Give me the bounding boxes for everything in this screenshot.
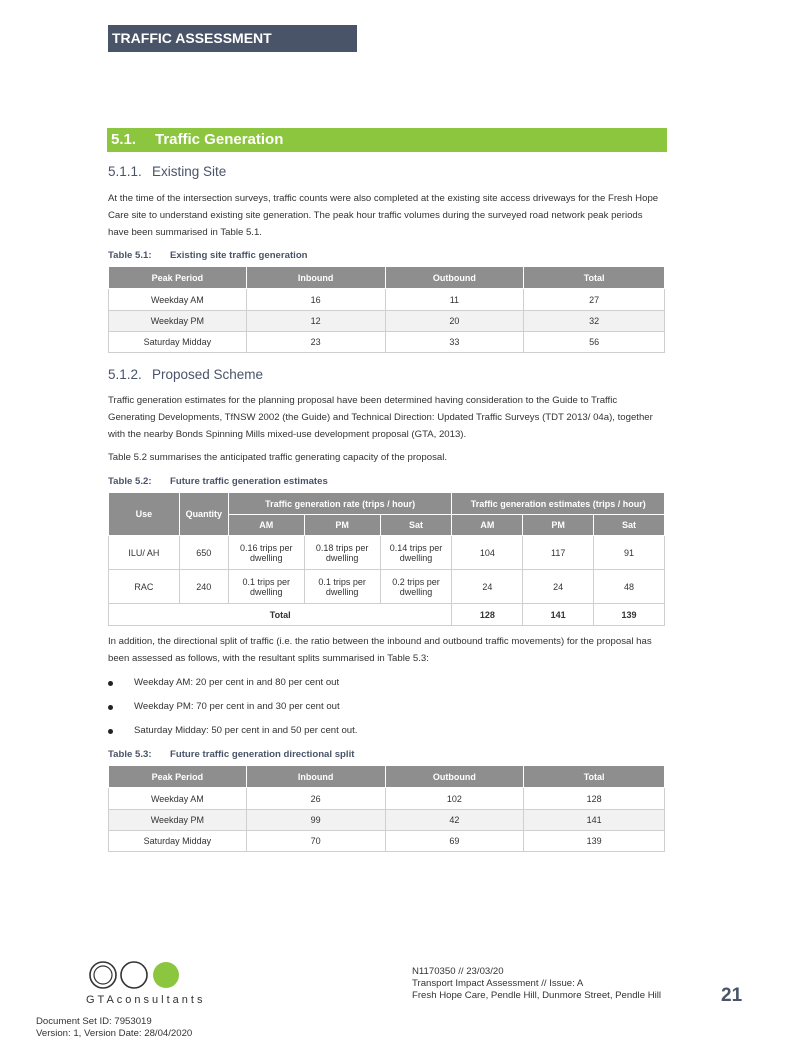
table-cell: Weekday AM [109, 289, 247, 311]
split-bullet-list [108, 674, 357, 746]
list-item [108, 698, 357, 722]
table-header-cell: Traffic generation rate (trips / hour) [228, 493, 452, 515]
table-header-cell: Total [524, 766, 665, 788]
table-cell: 42 [385, 810, 524, 831]
table-header-cell: Peak Period [109, 766, 247, 788]
table1-title: Existing site traffic generation [170, 250, 308, 261]
table-header-cell: Use [109, 493, 180, 536]
table3-title: Future traffic generation directional split [170, 749, 355, 760]
split-paragraph: In addition, the directional split of traffic (i.e. the ratio between the inbound and outbound traffic movements) for the proposal has been assessed as follows, with the resultant splits summarised in Table 5.3: [108, 636, 652, 664]
table-header-row [109, 493, 665, 515]
footer-reference [412, 966, 661, 1002]
table-cell: 104 [452, 536, 523, 570]
table2-title: Future traffic generation estimates [170, 476, 328, 487]
list-item-text: Weekday PM: 70 per cent in and 30 per cent out [134, 701, 340, 712]
table-header-cell: PM [523, 515, 594, 536]
document-header [108, 25, 357, 52]
table-cell: 0.1 trips per dwelling [228, 570, 304, 604]
table-cell: 240 [179, 570, 228, 604]
table-cell: Saturday Midday [109, 831, 247, 852]
table-header-cell: Traffic generation estimates (trips / hour) [452, 493, 665, 515]
table-cell: 32 [524, 311, 665, 332]
directional-split-table [108, 765, 665, 852]
section-title: Traffic Generation [155, 131, 284, 148]
table-cell: 16 [246, 289, 385, 311]
table-header-cell: Inbound [246, 267, 385, 289]
table-cell: 141 [523, 604, 594, 626]
footer-ref-line: Transport Impact Assessment // Issue: A [412, 978, 584, 989]
subsection-heading-proposed [108, 367, 263, 382]
table-row [109, 788, 665, 810]
proposed-paragraph-1: Traffic generation estimates for the planning proposal have been determined having consideration to the Guide to Traffic Generating Developments, TfNSW 2002 (the Guide) and Technical Direction: Updated Traffic Surveys (TDT 2013/ 04a), together with the nearby Bonds Spinning Mills mixed-use development proposal (GTA, 2013). [108, 395, 653, 440]
logo-text: GTAconsultants [86, 994, 206, 1006]
table-cell: 139 [524, 831, 665, 852]
table-row [109, 332, 665, 353]
gta-logo-mark [86, 959, 186, 991]
table-cell: ILU/ AH [109, 536, 180, 570]
future-generation-table [108, 492, 665, 626]
table-cell: 128 [452, 604, 523, 626]
gta-logo [86, 959, 206, 1009]
table1-caption [108, 250, 308, 261]
table-header-row [109, 766, 665, 788]
footer-ref-line: Fresh Hope Care, Pendle Hill, Dunmore Street, Pendle Hill [412, 990, 662, 1001]
table-cell: 0.16 trips per dwelling [228, 536, 304, 570]
table-row [109, 536, 665, 570]
table-header-cell: Outbound [385, 766, 524, 788]
table-row [109, 570, 665, 604]
document-version: Version: 1, Version Date: 28/04/2020 [36, 1028, 193, 1039]
table-header-row [109, 267, 665, 289]
table-header-cell: Peak Period [109, 267, 247, 289]
table-cell: 48 [594, 570, 665, 604]
table-cell: 70 [246, 831, 385, 852]
table-cell: 0.18 trips per dwelling [304, 536, 380, 570]
table-cell: Weekday PM [109, 810, 247, 831]
table-cell: 24 [523, 570, 594, 604]
list-item [108, 674, 357, 698]
table-cell: 27 [524, 289, 665, 311]
table-header-cell: AM [452, 515, 523, 536]
table-header-cell: AM [228, 515, 304, 536]
footer-ref-line: N1170350 // 23/03/20 [412, 966, 504, 977]
proposed-paragraph-2: Table 5.2 summarises the anticipated traffic generating capacity of the proposal. [108, 452, 447, 463]
table-cell: 23 [246, 332, 385, 353]
table-header-cell: Total [524, 267, 665, 289]
table-cell: 33 [385, 332, 524, 353]
table-header-cell: Sat [594, 515, 665, 536]
table-header-cell: Inbound [246, 766, 385, 788]
table-cell: RAC [109, 570, 180, 604]
table-cell: 91 [594, 536, 665, 570]
bullet-icon [108, 681, 113, 686]
table3-number: Table 5.3: [108, 749, 152, 760]
table-cell: 20 [385, 311, 524, 332]
table-header-cell: Sat [380, 515, 452, 536]
table-cell: 102 [385, 788, 524, 810]
subsection-number: 5.1.1. [108, 164, 142, 179]
list-item [108, 722, 357, 746]
list-item-text: Weekday AM: 20 per cent in and 80 per cent out [134, 677, 340, 688]
table-cell: Weekday AM [109, 788, 247, 810]
subsection-title: Proposed Scheme [152, 367, 264, 382]
document-set-info [36, 1016, 192, 1040]
table3-caption [108, 749, 354, 760]
table-cell: 141 [524, 810, 665, 831]
table-cell: 24 [452, 570, 523, 604]
table1-number: Table 5.1: [108, 250, 152, 261]
subsection-number: 5.1.2. [108, 367, 142, 382]
table-cell: 12 [246, 311, 385, 332]
table2-number: Table 5.2: [108, 476, 152, 487]
table-cell: Total [109, 604, 452, 626]
header-title: TRAFFIC ASSESSMENT [112, 30, 272, 46]
table-row [109, 831, 665, 852]
table-cell: 128 [524, 788, 665, 810]
table-cell: 650 [179, 536, 228, 570]
table-header-cell: PM [304, 515, 380, 536]
table-cell: 69 [385, 831, 524, 852]
existing-paragraph: At the time of the intersection surveys, traffic counts were also completed at the existing site access driveways for the Fresh Hope Care site to understand existing site generation. The peak hour traffic volumes during the surveyed road network peak periods have been summarised in Table 5.1. [108, 193, 659, 238]
table-cell: 117 [523, 536, 594, 570]
table-cell: 0.14 trips per dwelling [380, 536, 452, 570]
table-cell: 0.2 trips per dwelling [380, 570, 452, 604]
bullet-icon [108, 705, 113, 710]
table-cell: 26 [246, 788, 385, 810]
table-row [109, 289, 665, 311]
table-cell: 11 [385, 289, 524, 311]
bullet-icon [108, 729, 113, 734]
table-cell: 56 [524, 332, 665, 353]
subsection-heading-existing [108, 164, 226, 179]
list-item-text: Saturday Midday: 50 per cent in and 50 per cent out. [134, 725, 358, 736]
table-header-cell: Outbound [385, 267, 524, 289]
table-total-row [109, 604, 665, 626]
table-row [109, 311, 665, 332]
page-number: 21 [721, 985, 743, 1006]
table-header-cell: Quantity [179, 493, 228, 536]
section-heading [107, 128, 667, 152]
table-cell: Weekday PM [109, 311, 247, 332]
table-cell: 99 [246, 810, 385, 831]
table-cell: 139 [594, 604, 665, 626]
table-cell: 0.1 trips per dwelling [304, 570, 380, 604]
document-set-id: Document Set ID: 7953019 [36, 1016, 152, 1027]
subsection-title: Existing Site [152, 164, 227, 179]
table-row [109, 810, 665, 831]
table-cell: Saturday Midday [109, 332, 247, 353]
section-number: 5.1. [111, 131, 137, 148]
table2-caption [108, 476, 328, 487]
existing-traffic-table [108, 266, 665, 353]
